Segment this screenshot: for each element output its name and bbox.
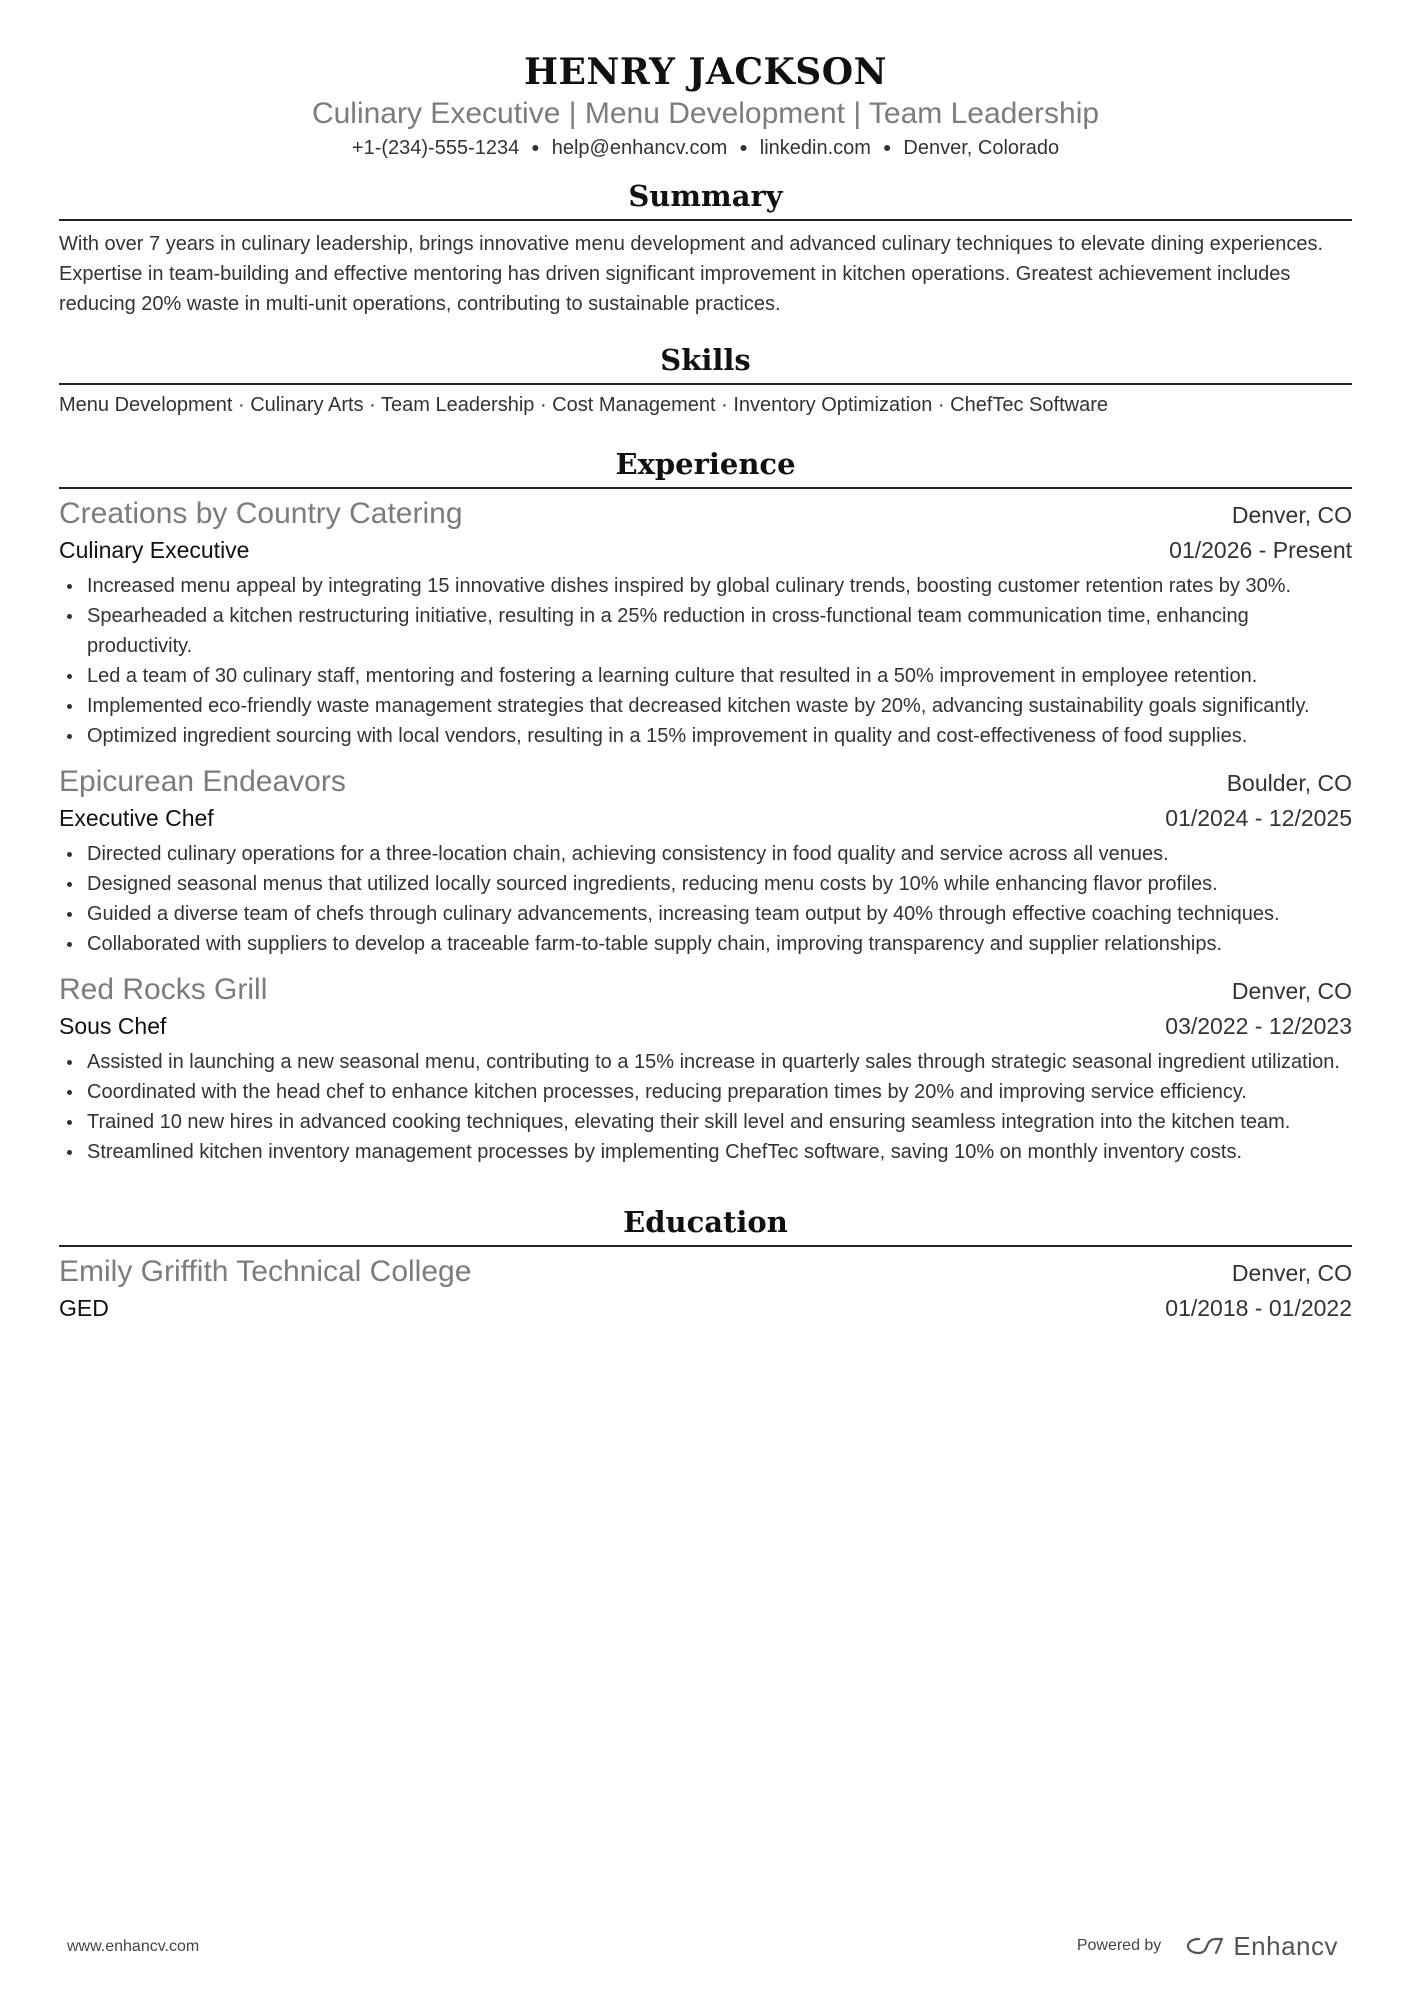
achievement-item: Guided a diverse team of chefs through culinary advancements, increasing team output by 40% through effective coaching techniques. <box>59 899 1352 929</box>
achievement-item: Collaborated with suppliers to develop a traceable farm-to-table supply chain, improving transparency and supplier relationships. <box>59 929 1352 959</box>
achievement-list <box>59 1047 1352 1167</box>
job-title: Sous Chef <box>59 1013 167 1039</box>
candidate-name: HENRY JACKSON <box>523 51 888 93</box>
achievement-item: Optimized ingredient sourcing with local vendors, resulting in a 15% improvement in quality and cost-effectiveness of food supplies. <box>59 721 1352 751</box>
entry-location: Denver, CO <box>1231 1260 1352 1286</box>
achievement-item: Assisted in launching a new seasonal menu, contributing to a 15% increase in quarterly sales through strategic seasonal ingredient utilization. <box>59 1047 1352 1077</box>
experience-entry <box>59 971 1352 1167</box>
brand-name: Enhancv <box>1233 1930 1338 1961</box>
entry-header-row <box>59 763 1352 801</box>
education-heading: Education <box>59 1203 1352 1247</box>
skills-section <box>59 341 1352 419</box>
candidate-title: Culinary Executive | Menu Development | Team Leadership <box>311 97 1100 130</box>
skills-list: Menu Development · Culinary Arts · Team Leadership · Cost Management · Inventory Optimization · ChefTec Software <box>59 394 1108 416</box>
achievement-item: Led a team of 30 culinary staff, mentoring and fostering a learning culture that resulted in a 50% improvement in employee retention. <box>59 661 1352 691</box>
contact-email[interactable]: help@enhancv.com <box>551 137 728 159</box>
entry-dates: 01/2026 - Present <box>1169 537 1352 563</box>
separator-dot: ● <box>531 139 540 155</box>
company-name: Creations by Country Catering <box>59 497 463 530</box>
contact-linkedin[interactable]: linkedin.com <box>759 137 871 159</box>
footer-website-link[interactable]: www.enhancv.com <box>67 1938 200 1955</box>
achievement-item: Spearheaded a kitchen restructuring initiative, resulting in a 25% reduction in cross-functional team communication time, enhancing productivity. <box>59 601 1352 661</box>
entry-dates: 03/2022 - 12/2023 <box>1165 1013 1352 1039</box>
separator-dot: ● <box>739 139 748 155</box>
experience-entry <box>59 495 1352 751</box>
separator-dot: ● <box>882 139 892 155</box>
education-section <box>59 1203 1352 1325</box>
entry-header-row <box>59 971 1352 1009</box>
powered-by-label: Powered by <box>1076 1937 1162 1954</box>
entry-header-row <box>59 495 1352 533</box>
entry-header-row <box>59 1253 1352 1291</box>
page-footer <box>0 1928 1410 1968</box>
skills-heading: Skills <box>59 341 1352 385</box>
achievement-item: Coordinated with the head chef to enhance kitchen processes, reducing preparation times by 20% and improving service efficiency. <box>59 1077 1352 1107</box>
enhancv-logo-icon <box>1185 1935 1225 1957</box>
company-name: Red Rocks Grill <box>59 973 268 1006</box>
degree: GED <box>59 1295 109 1321</box>
job-title: Culinary Executive <box>59 537 250 563</box>
enhancv-brand[interactable] <box>1185 1931 1338 1962</box>
school-name: Emily Griffith Technical College <box>59 1255 472 1288</box>
job-title: Executive Chef <box>59 805 214 831</box>
experience-section <box>59 445 1352 1167</box>
entry-location: Boulder, CO <box>1226 770 1352 796</box>
achievement-item: Increased menu appeal by integrating 15 innovative dishes inspired by global culinary trends, boosting customer retention rates by 30%. <box>59 571 1352 601</box>
summary-heading: Summary <box>59 177 1352 221</box>
education-entry <box>59 1253 1352 1325</box>
summary-text: With over 7 years in culinary leadership, brings innovative menu development and advanced culinary techniques to elevate dining experiences. Expertise in team-building and effective mentoring has driven significant improvement in kitchen operations. Greatest achievement includes reducing 20% waste in multi-unit operations, contributing to sustainable practices. <box>59 233 1324 315</box>
summary-section <box>59 177 1352 319</box>
entry-role-row <box>59 1291 1352 1325</box>
achievement-item: Designed seasonal menus that utilized locally sourced ingredients, reducing menu costs by 10% while enhancing flavor profiles. <box>59 869 1352 899</box>
company-name: Epicurean Endeavors <box>59 765 346 798</box>
achievement-list <box>59 571 1352 751</box>
experience-heading: Experience <box>59 445 1352 489</box>
entry-location: Denver, CO <box>1231 978 1352 1004</box>
achievement-item: Directed culinary operations for a three-location chain, achieving consistency in food quality and service across all venues. <box>59 839 1352 869</box>
experience-entry <box>59 763 1352 959</box>
entry-role-row <box>59 1009 1352 1043</box>
entry-dates: 01/2018 - 01/2022 <box>1165 1295 1352 1321</box>
entry-role-row <box>59 801 1352 835</box>
entry-location: Denver, CO <box>1231 502 1352 528</box>
achievement-item: Streamlined kitchen inventory management processes by implementing ChefTec software, saving 10% on monthly inventory costs. <box>59 1137 1352 1167</box>
contact-line <box>59 134 1352 161</box>
entry-dates: 01/2024 - 12/2025 <box>1165 805 1352 831</box>
achievement-list <box>59 839 1352 959</box>
contact-location: Denver, Colorado <box>903 137 1060 159</box>
contact-phone[interactable]: +1-(234)-555-1234 <box>351 137 520 159</box>
resume-header <box>59 50 1352 161</box>
entry-role-row <box>59 533 1352 567</box>
achievement-item: Trained 10 new hires in advanced cooking techniques, elevating their skill level and ensuring seamless integration into the kitchen team. <box>59 1107 1352 1137</box>
powered-by-block <box>1077 1928 1338 1964</box>
achievement-item: Implemented eco-friendly waste management strategies that decreased kitchen waste by 20%, advancing sustainability goals significantly. <box>59 691 1352 721</box>
